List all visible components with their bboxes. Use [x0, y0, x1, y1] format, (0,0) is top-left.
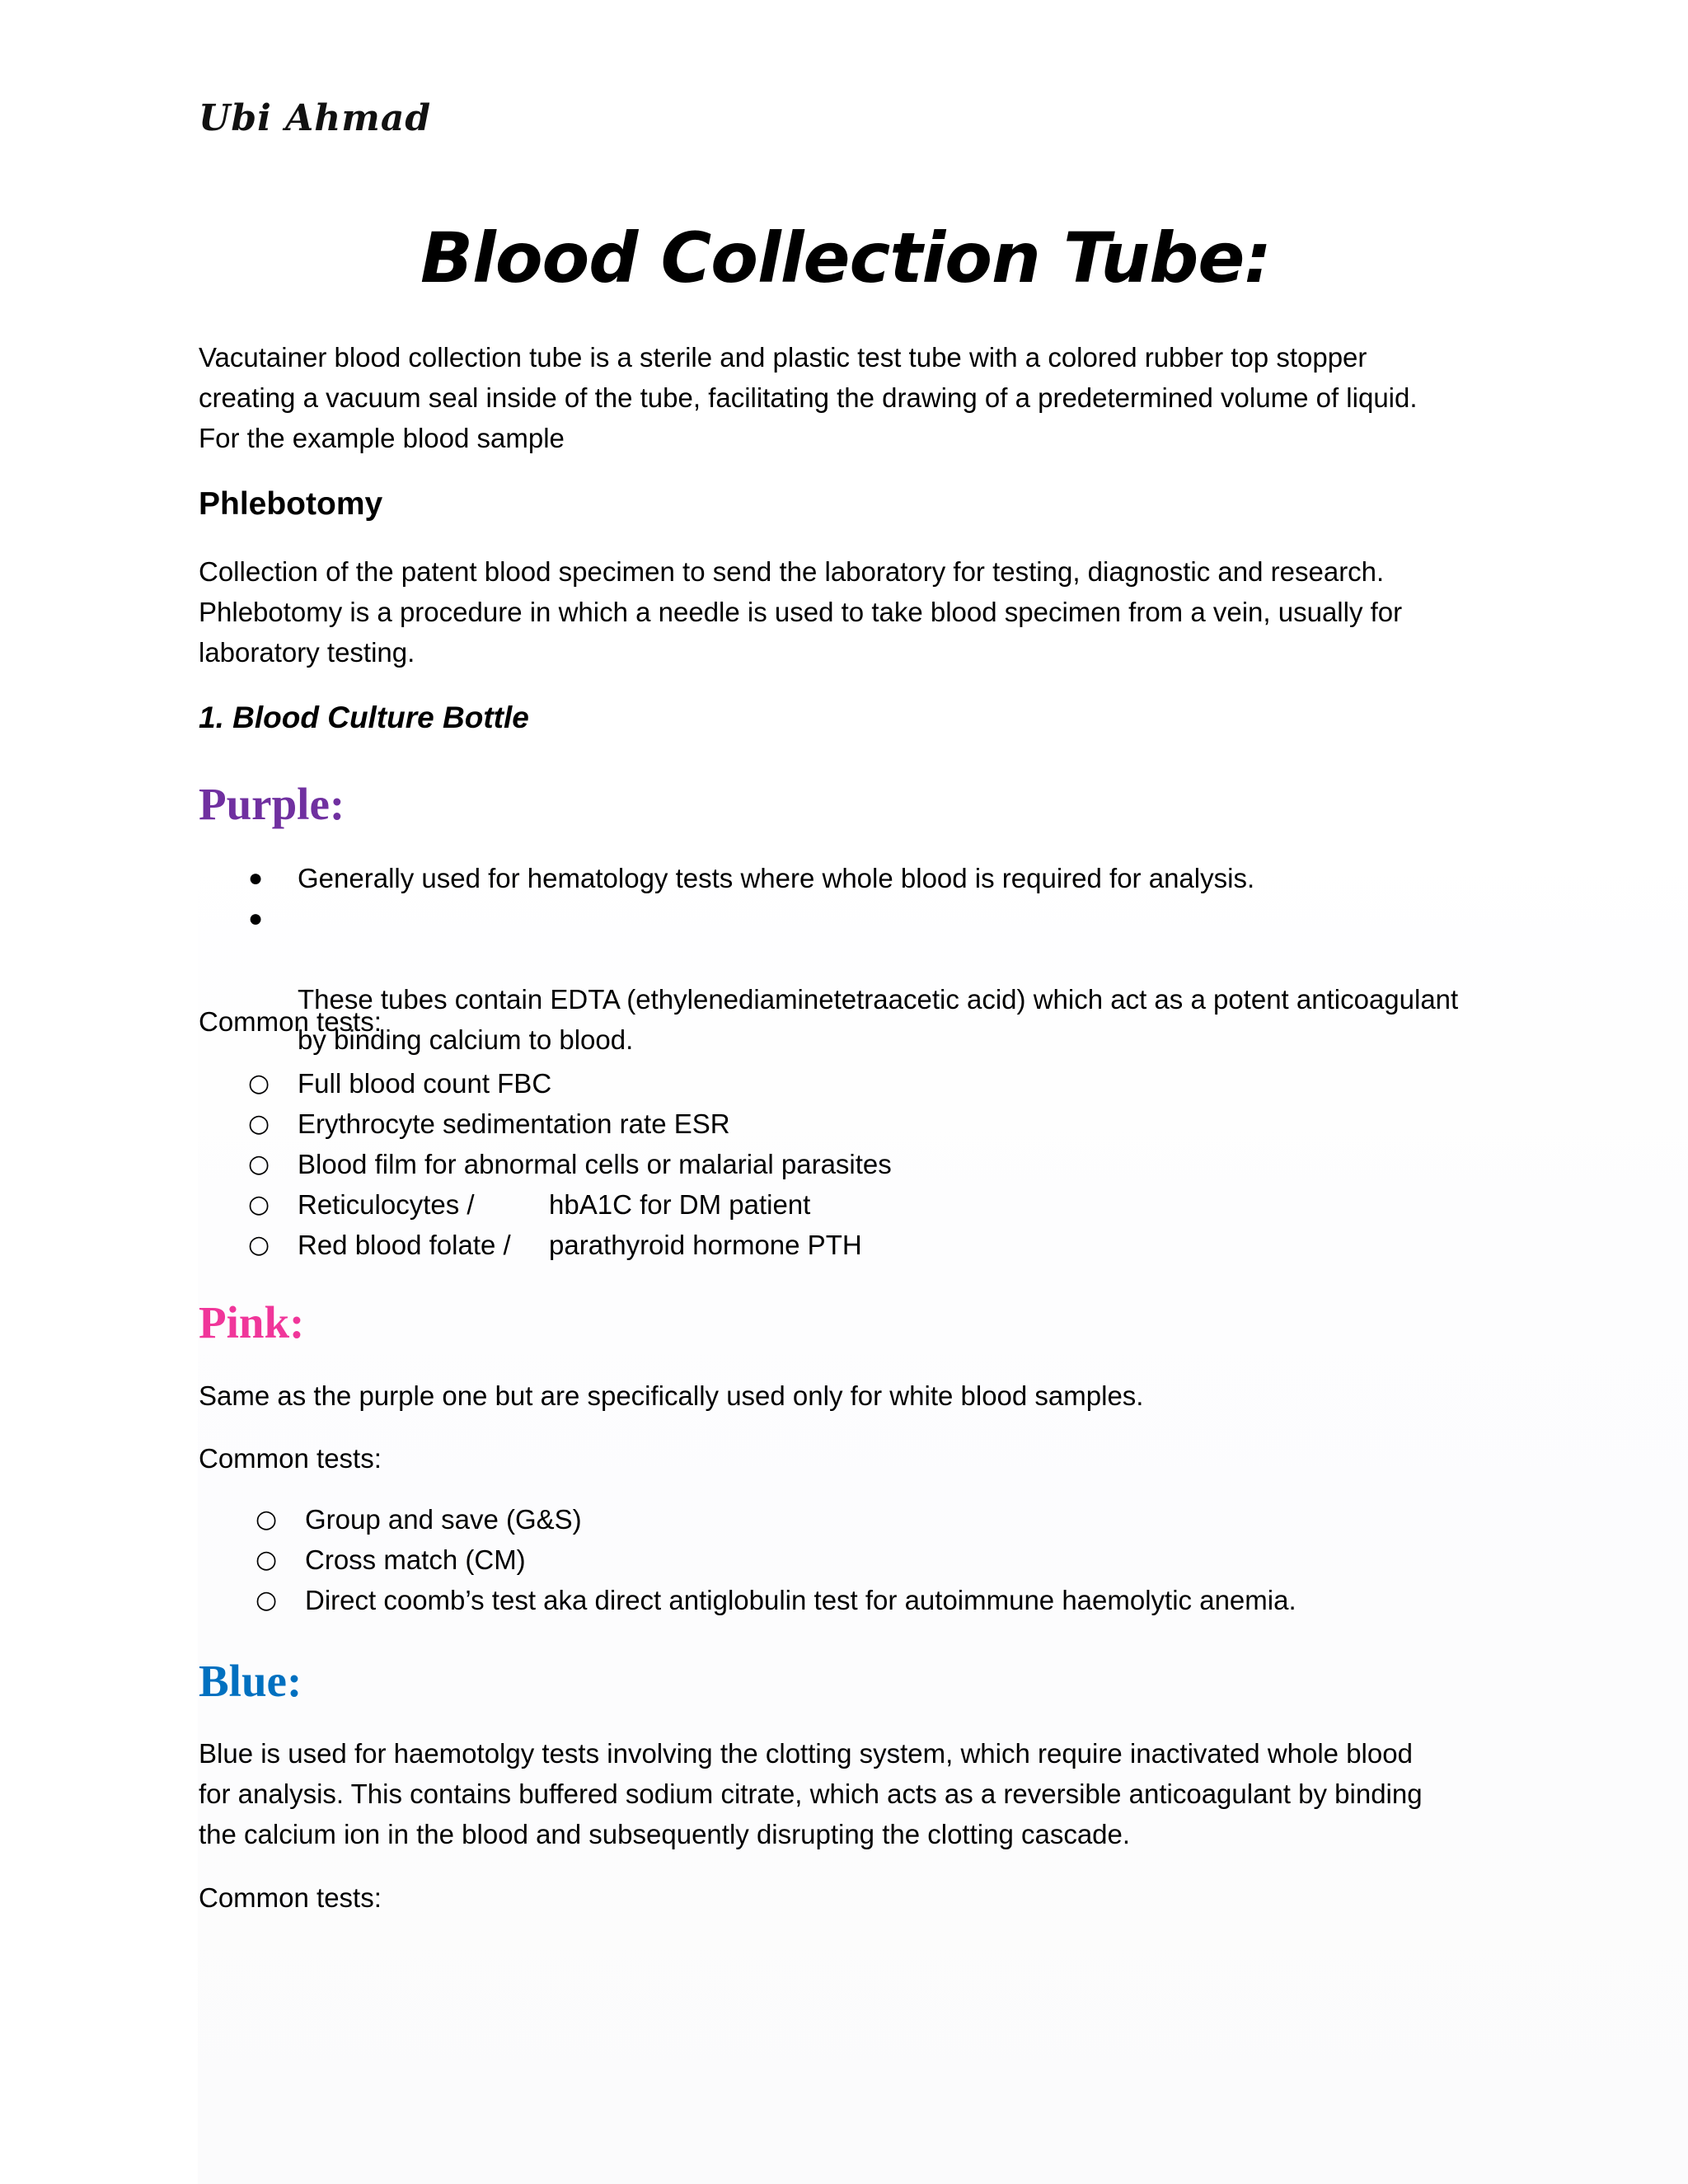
list-item: ○ Cross match (CM) — [305, 1540, 1492, 1580]
list-item: ○ Direct coomb’s test aka direct antiglobulin test for autoimmune haemolytic anemia. — [305, 1580, 1492, 1620]
page-title: Blood Collection Tube: — [420, 218, 1271, 298]
intro-paragraph: Vacutainer blood collection tube is a sterile and plastic test tube with a colored rubber top stopper creating a vacuum seal inside of the tube, facilitating the drawing of a predetermined volume of liquid. For the example blood sample — [199, 342, 1418, 453]
pink-common-tests-label: Common tests: — [199, 1443, 382, 1474]
hollow-bullet-icon: ○ — [256, 1505, 278, 1534]
hollow-bullet-icon: ○ — [248, 1150, 270, 1179]
list-item: ○ Blood film for abnormal cells or malarial parasites — [298, 1144, 1451, 1184]
blue-paragraph: Blue is used for haemotolgy tests involving the clotting system, which require inactivated whole blood for analysis. This contains buffered sodium citrate, which acts as a reversible anticoagulant by binding the calcium ion in the blood and subsequently disrupting the clotting cascade. — [199, 1738, 1423, 1849]
list-item: ○ Group and save (G&S) — [305, 1499, 1492, 1540]
author-signature: Ubi Ahmad — [199, 97, 432, 139]
blue-heading: Blue: — [199, 1656, 302, 1706]
purple-heading: Purple: — [199, 779, 345, 829]
hollow-bullet-icon: ○ — [256, 1545, 278, 1574]
culture-bottle-heading: 1. Blood Culture Bottle — [199, 701, 529, 734]
pink-paragraph: Same as the purple one but are specifically used only for white blood samples. — [199, 1380, 1144, 1411]
hollow-bullet-icon: ○ — [248, 1069, 270, 1098]
list-item: ○ Erythrocyte sedimentation rate ESR — [298, 1104, 1451, 1144]
hollow-bullet-icon: ○ — [248, 1190, 270, 1219]
phlebotomy-paragraph: Collection of the patent blood specimen to send the laboratory for testing, diagnostic and research. Phlebotomy is a procedure in which a needle is used to take blood specimen from a vein, usually for laboratory testing. — [199, 556, 1403, 668]
hollow-bullet-icon: ○ — [248, 1109, 270, 1138]
hollow-bullet-icon: ○ — [248, 1230, 270, 1259]
list-item: ● Generally used for hematology tests where whole blood is required for analysis. — [298, 858, 1509, 898]
list-item: ○ Reticulocytes / hbA1C for DM patient — [298, 1184, 1451, 1225]
purple-common-tests-label: Common tests: — [199, 1006, 382, 1037]
bullet-icon: ● — [248, 905, 264, 932]
hollow-bullet-icon: ○ — [256, 1586, 278, 1615]
purple-tests-list — [248, 1063, 1451, 1265]
bullet-icon: ● — [248, 865, 264, 892]
list-item: ○ Full blood count FBC — [298, 1063, 1451, 1104]
list-item: ○ Red blood folate / parathyroid hormone PTH — [298, 1225, 1451, 1265]
phlebotomy-heading: Phlebotomy — [199, 486, 383, 522]
pink-heading: Pink: — [199, 1297, 305, 1347]
pink-tests-list — [256, 1499, 1492, 1620]
blue-common-tests-label: Common tests: — [199, 1882, 382, 1913]
list-item: ● These tubes contain EDTA (ethylenediaminetetraacetic acid) which act as a potent anticoagulant by binding calcium to blood. — [298, 898, 1509, 1060]
